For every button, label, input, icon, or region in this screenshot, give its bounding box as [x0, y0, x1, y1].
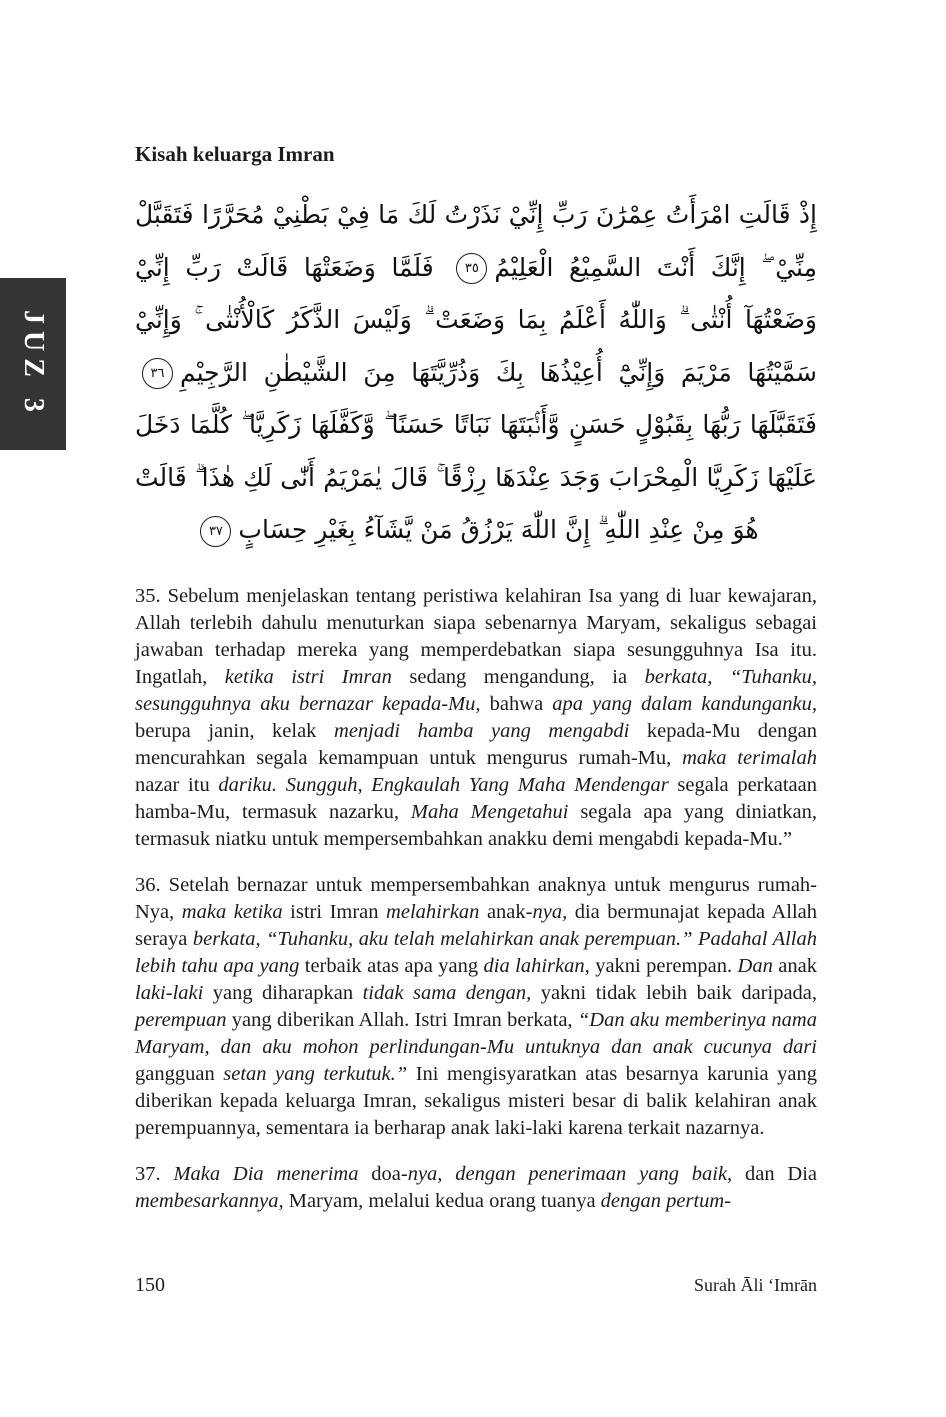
quran-translation-segment: nya,: [532, 901, 568, 924]
quran-translation-segment: berkata, “Tuhanku, aku telah melahirkan anak perempuan.” Padahal Allah lebih tahu apa yang: [135, 928, 817, 978]
quran-translation-segment: Maha Mengetahui: [410, 800, 569, 823]
quran-translation-segment: menjadi hamba yang mengabdi: [334, 719, 630, 742]
quran-translation-segment: membesarkannya,: [135, 1190, 284, 1213]
quran-translation-segment: Dan: [737, 955, 773, 978]
section-title: Kisah keluarga Imran: [135, 142, 335, 166]
commentary-segment: 37.: [135, 1163, 174, 1186]
surah-name: Surah Āli ʻImrān: [694, 1275, 817, 1295]
commentary-segment: istri Imran: [282, 901, 387, 924]
commentary-segment: gangguan: [135, 1063, 224, 1086]
commentary-segment: kepada-Mu dengan mencurahkan segala kemampuan untuk mengurus rumah-Mu,: [135, 719, 817, 769]
commentary-segment: bahwa: [480, 692, 553, 715]
juz-tab-label: JUZ 3: [18, 309, 49, 419]
quran-translation-segment: dariku. Sungguh, Engkaulah Yang Maha Mendengar: [218, 773, 669, 796]
quran-translation-segment: melahirkan: [386, 901, 480, 924]
ayah-number-marker: ٣٥: [456, 253, 487, 284]
quran-translation-segment: ketika istri Imran: [224, 665, 392, 688]
quran-translation-segment: perempuan: [135, 1009, 227, 1032]
quran-translation-segment: berkata, “Tuhanku, sesungguhnya aku bernazar kepada-Mu,: [135, 665, 817, 715]
quran-translation-segment: maka ketika: [181, 901, 283, 924]
commentary-segment: 36. Setelah bernazar untuk mempersembahkan anaknya untuk mengurus rumah-Nya,: [135, 873, 817, 924]
commentary-segment: yang diharapkan: [203, 982, 363, 1005]
commentary-segment: Ini mengisyaratkan atas besarnya karunia yang diberikan kepada keluarga Imran, sekaligus misteri besar di balik kelahiran anak perempuannya, sementara ia berharap anak laki-laki karena terkait nazarnya.: [135, 1063, 817, 1140]
commentary-paragraph-37: [135, 1161, 817, 1215]
commentary-segment: anak-: [479, 901, 533, 924]
quran-translation-segment: setan yang terkutuk.”: [223, 1063, 408, 1086]
quran-translation-segment: tidak sama dengan,: [362, 982, 532, 1005]
commentary-segment: yakni perempan.: [589, 955, 738, 978]
page-footer: [135, 1274, 817, 1297]
commentary-paragraph-35: [135, 583, 817, 853]
page-content: [135, 142, 817, 1235]
quran-translation-segment: dengan pertum-: [600, 1190, 732, 1213]
quran-translation-segment: nya, dengan penerimaan yang baik,: [407, 1163, 733, 1186]
commentary-segment: anak: [772, 955, 817, 978]
quran-translation-segment: Maka Dia menerima: [173, 1163, 359, 1186]
arabic-verse-text: فَتَقَبَّلَهَا رَبُّهَا بِقَبُوْلٍ حَسَنٍ وَّأَنْۢبَتَهَا نَبَاتًا حَسَنًا ۖ وَّكَفَّلَهَا زَكَرِيَّا ۖ كُلَّمَا دَخَلَ عَلَيْهَا زَكَرِيَّا الْمِحْرَابَ وَجَدَ عِنْدَهَا رِزْقًا ۚ قَالَ يٰمَرْيَمُ أَنّٰى لَكِ هٰذَا ۗ قَالَتْ هُوَ مِنْ عِنْدِ اللّٰهِ ۗ إِنَّ اللّٰهَ يَرْزُقُ مَنْ يَّشَآءُ بِغَيْرِ حِسَابٍ: [135, 410, 817, 544]
ayah-number-marker: ٣٧: [200, 516, 231, 547]
arabic-verse-text: إِذْ قَالَتِ امْرَأَتُ عِمْرَٰنَ رَبِّ إِنِّيْ نَذَرْتُ لَكَ مَا فِيْ بَطْنِيْ مُحَرَّرًا فَتَقَبَّلْ مِنِّيْ ۖ إِنَّكَ أَنْتَ السَّمِيْعُ الْعَلِيْمُ: [135, 200, 817, 282]
commentary-segment: doa-: [358, 1163, 408, 1186]
commentary-paragraph-36: [135, 872, 817, 1142]
page-number: 150: [135, 1274, 165, 1296]
commentary-segment: 35. Sebelum menjelaskan tentang peristiwa kelahiran Isa yang di luar kewajaran, Allah terlebih dahulu menuturkan siapa sebenarnya Maryam, sekaligus sebagai jawaban terhadap mereka yang memperdebatkan siapa sesungguhnya Isa itu. Ingatlah,: [135, 584, 817, 688]
quran-arabic-text: [135, 189, 817, 557]
commentary-segment: yakni tidak lebih baik daripada,: [531, 982, 818, 1005]
arabic-verse-text: فَلَمَّا وَضَعَتْهَا قَالَتْ رَبِّ إِنِّيْ وَضَعْتُهَآ أُنْثٰى ۗ وَاللّٰهُ أَعْلَمُ بِمَا وَضَعَتْ ۗ وَلَيْسَ الذَّكَرُ كَالْأُنْثٰى ۚ وَإِنِّيْ سَمَّيْتُهَا مَرْيَمَ وَإِنِّيْٓ أُعِيْذُهَا بِكَ وَذُرِّيَّتَهَا مِنَ الشَّيْطٰنِ الرَّجِيْمِ: [135, 252, 817, 387]
juz-tab: [0, 278, 66, 450]
commentary-segment: dia bermunajat kepada Allah seraya: [135, 901, 817, 951]
ayah-number-marker: ٣٦: [142, 358, 173, 389]
commentary-segment: berupa janin, kelak: [135, 719, 335, 742]
quran-translation-segment: dia lahirkan,: [483, 955, 590, 978]
commentary-segment: yang diberikan Allah. Istri Imran berkata,: [226, 1009, 578, 1032]
quran-translation-segment: maka terimalah: [682, 746, 817, 769]
commentary-segment: segala perkataan hamba-Mu, termasuk nazarku,: [135, 773, 818, 823]
quran-translation-segment: apa yang dalam kandunganku,: [552, 692, 817, 715]
commentary-segment: nazar itu: [135, 773, 219, 796]
quran-translation-segment: laki-laki: [135, 982, 204, 1005]
commentary-segment: dan Dia: [732, 1163, 817, 1186]
commentary-segment: Maryam, melalui kedua orang tuanya: [283, 1190, 601, 1213]
commentary-segment: sedang mengandung, ia: [391, 665, 645, 688]
commentary-segment: terbaik atas apa yang: [299, 955, 484, 978]
quran-translation-segment: “Dan aku memberinya nama Maryam, dan aku mohon perlindungan-Mu untuknya dan anak cucunya dari: [135, 1009, 817, 1059]
commentary-segment: segala apa yang diniatkan, termasuk niatku untuk mempersembahkan anakku demi mengabdi kepada-Mu.”: [135, 800, 817, 850]
